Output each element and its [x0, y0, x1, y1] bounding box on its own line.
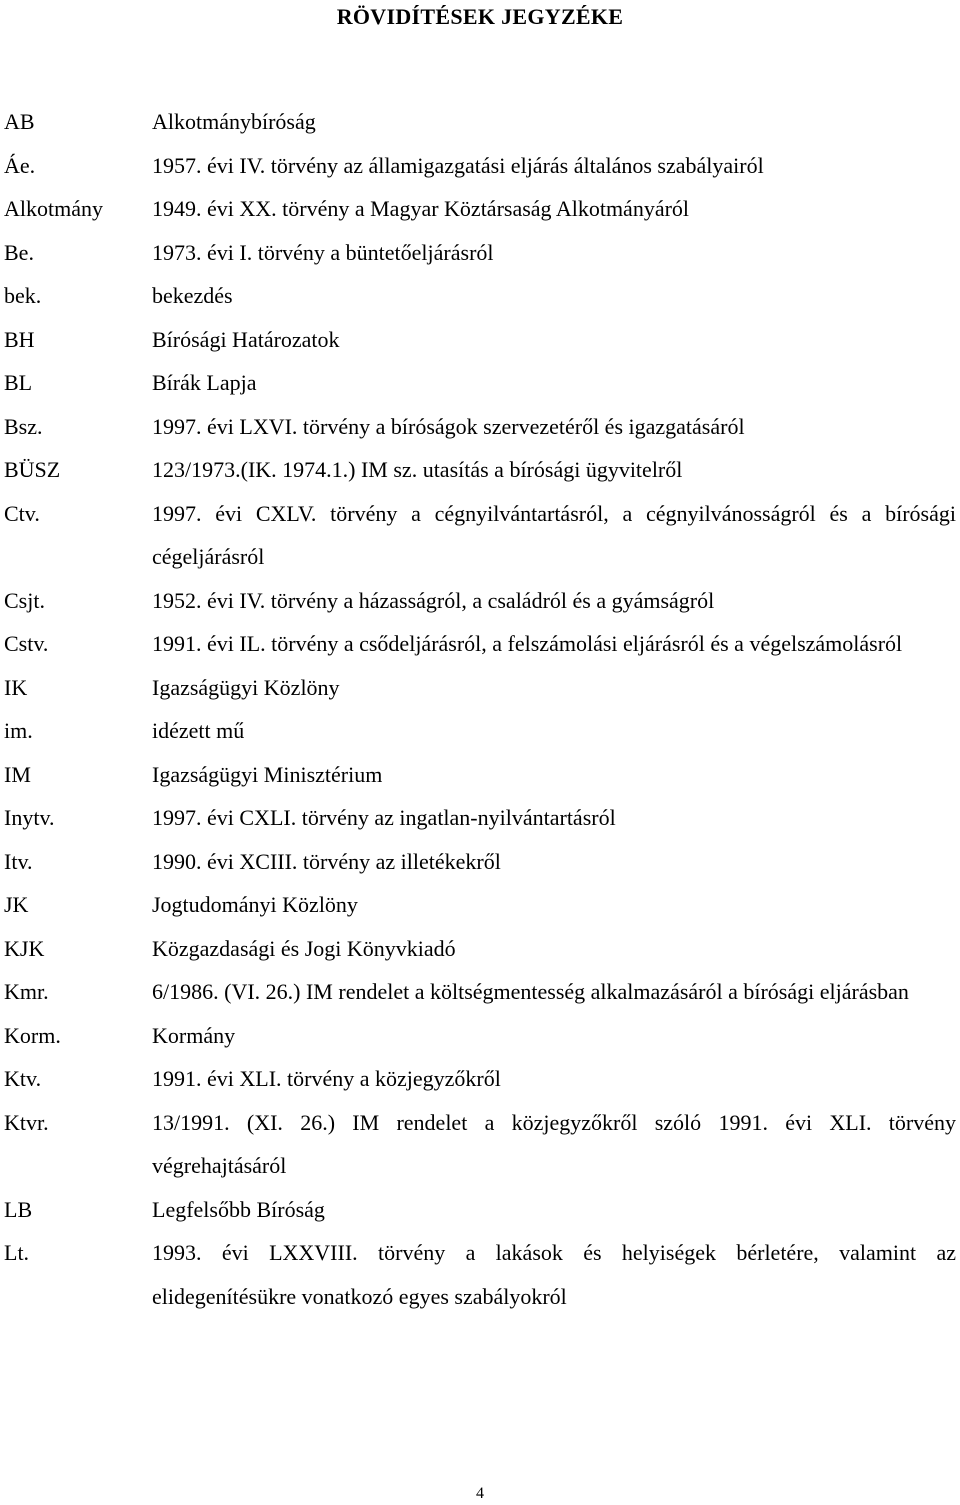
- list-item: [4, 796, 956, 840]
- abbreviation: Csjt.: [4, 587, 45, 613]
- list-item: [4, 1188, 956, 1232]
- definition: 1991. évi XLI. törvény a közjegyzőkről: [152, 1066, 501, 1091]
- definition: 1957. évi IV. törvény az államigazgatási eljárás általános szabályairól: [152, 152, 764, 178]
- definition: 1993. évi LXXVIII. törvény a lakások és helyiségek bérletére, valamint az elidegenítésükre vonatkozó egyes szabályokról: [152, 1240, 956, 1309]
- abbreviation: BL: [4, 370, 33, 395]
- list-item: [4, 579, 956, 623]
- abbreviation-list: [4, 100, 956, 1318]
- abbreviation: bek.: [4, 283, 42, 308]
- definition: idézett mű: [152, 718, 245, 743]
- list-item: [4, 231, 956, 275]
- abbreviation: IM: [4, 761, 31, 787]
- list-item: [4, 1231, 956, 1318]
- list-item: [4, 1057, 956, 1101]
- abbreviation: im.: [4, 718, 33, 743]
- definition: 6/1986. (VI. 26.) IM rendelet a költségmentesség alkalmazásáról a bírósági eljárásban: [152, 979, 909, 1004]
- abbreviation: Kmr.: [4, 979, 49, 1004]
- abbreviation: Itv.: [4, 848, 33, 874]
- list-item: [4, 1014, 956, 1058]
- abbreviation: Áe.: [4, 152, 36, 178]
- definition: Igazságügyi Közlöny: [152, 674, 340, 700]
- list-item: [4, 100, 956, 144]
- abbreviation: Bsz.: [4, 413, 43, 439]
- abbreviation: Cstv.: [4, 631, 49, 656]
- list-item: [4, 492, 956, 579]
- definition: Igazságügyi Minisztérium: [152, 761, 383, 787]
- list-item: [4, 144, 956, 188]
- abbreviation: LB: [4, 1196, 33, 1222]
- definition: 1991. évi IL. törvény a csődeljárásról, a felszámolási eljárásról és a végelszámolásról: [152, 631, 903, 656]
- abbreviation: Alkotmány: [4, 196, 103, 221]
- abbreviation: AB: [4, 109, 35, 134]
- abbreviation: JK: [4, 892, 29, 917]
- definition: 1973. évi I. törvény a büntetőeljárásról: [152, 239, 494, 265]
- definition: 1990. évi XCIII. törvény az illetékekről: [152, 848, 501, 874]
- abbreviation: Ktvr.: [4, 1109, 49, 1135]
- abbreviation: Ktv.: [4, 1066, 42, 1091]
- list-item: [4, 666, 956, 710]
- list-item: [4, 274, 956, 318]
- definition: Jogtudományi Közlöny: [152, 892, 358, 917]
- list-item: [4, 840, 956, 884]
- list-item: [4, 970, 956, 1014]
- abbreviation: BÜSZ: [4, 457, 61, 482]
- abbreviation: BH: [4, 326, 35, 352]
- abbreviation: Korm.: [4, 1022, 61, 1048]
- list-item: [4, 361, 956, 405]
- definition: Legfelsőbb Bíróság: [152, 1196, 325, 1222]
- list-item: [4, 187, 956, 231]
- list-item: [4, 448, 956, 492]
- definition: 1997. évi LXVI. törvény a bíróságok szervezetéről és igazgatásáról: [152, 413, 745, 439]
- definition: 1952. évi IV. törvény a házasságról, a családról és a gyámságról: [152, 587, 715, 613]
- definition: 1997. évi CXLV. törvény a cégnyilvántartásról, a cégnyilvánosságról és a bírósági cégeljárásról: [152, 500, 956, 569]
- list-item: [4, 622, 956, 666]
- list-item: [4, 405, 956, 449]
- abbreviation: IK: [4, 674, 28, 700]
- definition: Bírák Lapja: [152, 370, 257, 395]
- definition: Közgazdasági és Jogi Könyvkiadó: [152, 935, 456, 961]
- abbreviation: Ctv.: [4, 500, 40, 526]
- list-item: [4, 1101, 956, 1188]
- page-number: 4: [476, 1485, 484, 1502]
- abbreviation: KJK: [4, 935, 45, 961]
- abbreviation: Lt.: [4, 1240, 30, 1265]
- definition: 1949. évi XX. törvény a Magyar Köztársaság Alkotmányáról: [152, 196, 690, 221]
- list-item: [4, 318, 956, 362]
- abbreviation: Inytv.: [4, 805, 55, 830]
- definition: 123/1973.(IK. 1974.1.) IM sz. utasítás a bírósági ügyvitelről: [152, 457, 683, 482]
- definition: Bírósági Határozatok: [152, 326, 340, 352]
- list-item: [4, 753, 956, 797]
- page-title: RÖVIDÍTÉSEK JEGYZÉKE: [336, 4, 624, 29]
- abbreviation: Be.: [4, 239, 34, 265]
- list-item: [4, 927, 956, 971]
- definition: 13/1991. (XI. 26.) IM rendelet a közjegyzőkről szóló 1991. évi XLI. törvény végrehajtásáról: [152, 1109, 956, 1178]
- definition: bekezdés: [152, 283, 233, 308]
- list-item: [4, 709, 956, 753]
- definition: 1997. évi CXLI. törvény az ingatlan-nyilvántartásról: [152, 805, 616, 830]
- list-item: [4, 883, 956, 927]
- definition: Kormány: [152, 1022, 236, 1048]
- definition: Alkotmánybíróság: [152, 109, 316, 134]
